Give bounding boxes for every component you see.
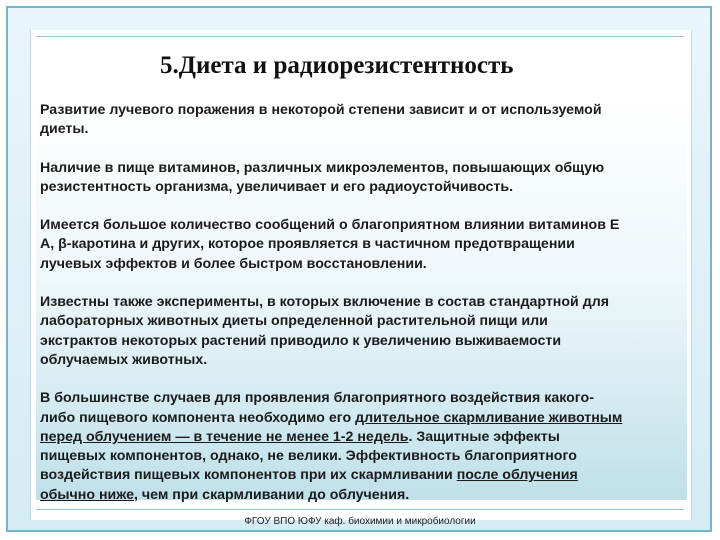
footer-divider <box>36 509 684 510</box>
text-box <box>36 98 687 503</box>
slide-footer: ФГОУ ВПО ЮФУ каф. биохимии и микробиологии <box>244 516 476 527</box>
paragraph-2 <box>40 159 687 198</box>
text-line: лабораторных животных диеты определенной растительной пищи или <box>40 313 548 330</box>
paragraph-4 <box>40 293 687 370</box>
top-divider <box>36 36 684 37</box>
text-line <box>40 466 687 485</box>
text-line <box>40 409 687 428</box>
paragraph-5 <box>40 389 687 505</box>
underlined-text: обычно ниже <box>40 486 135 503</box>
text-line: В большинстве случаев для проявления благоприятного воздействия какого- <box>40 390 594 407</box>
underlined-text: после облучения <box>456 467 578 484</box>
text-segment: воздействия пищевых компонентов при их скармливании <box>40 467 457 484</box>
underlined-text: перед облучением — в течение не менее 1-2 недель <box>40 428 409 445</box>
text-line: резистентность организма, увеличивает и его радиоустойчивость. <box>40 178 514 195</box>
text-segment: , чем при скармливании до облучения. <box>134 486 410 503</box>
text-line <box>40 428 687 447</box>
text-line: диеты. <box>40 121 89 138</box>
paragraph-1 <box>40 101 687 140</box>
text-line: пищевых компонентов, однако, не велики. Эффективность благоприятного <box>40 448 577 465</box>
text-line <box>40 486 687 505</box>
text-line: экстрактов некоторых растений приводило к увеличению выживаемости <box>40 332 562 349</box>
text-segment: либо пищевого компонента необходимо его <box>40 409 356 426</box>
text-line: лучевых эффектов и более быстром восстановлении. <box>40 255 427 272</box>
text-line: Имеется большое количество сообщений о благоприятном влиянии витаминов Е <box>40 217 620 234</box>
text-line: Известны также эксперименты, в которых включение в состав стандартной для <box>40 294 609 311</box>
text-segment: . Защитные эффекты <box>408 428 560 445</box>
text-line: А, β-каротина и других, которое проявляется в частичном предотвращении <box>40 236 575 253</box>
text-line: Наличие в пище витаминов, различных микроэлементов, повышающих общую <box>40 159 605 176</box>
text-line: Развитие лучевого поражения в некоторой степени зависит и от используемой <box>40 102 602 118</box>
underlined-text: длительное скармливание животным <box>355 409 623 426</box>
slide-title: 5.Диета и радиорезистентность <box>160 52 514 79</box>
paragraph-3 <box>40 216 687 274</box>
text-line: облучаемых животных. <box>40 351 208 368</box>
